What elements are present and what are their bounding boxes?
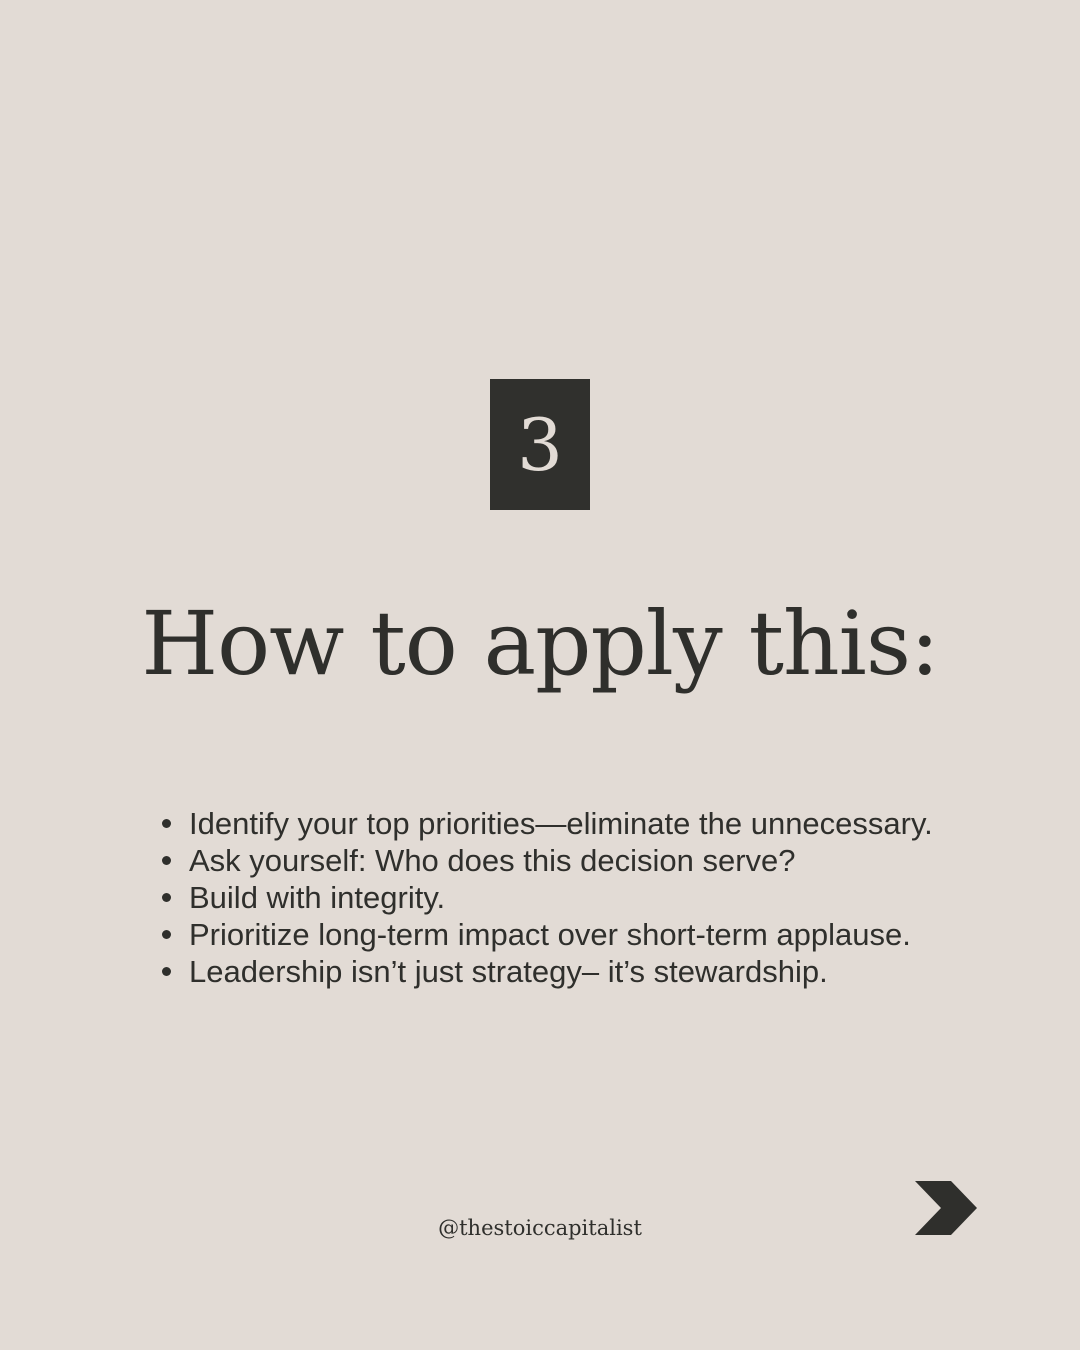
bullet-dot-icon: [162, 930, 171, 939]
slide-number: 3: [517, 402, 563, 487]
bullet-dot-icon: [162, 819, 171, 828]
tips-list: [160, 805, 933, 990]
list-item: [160, 805, 933, 842]
bullet-dot-icon: [162, 893, 171, 902]
bullet-dot-icon: [162, 967, 171, 976]
list-item-text: Leadership isn’t just strategy– it’s stewardship.: [189, 954, 828, 989]
list-item: [160, 916, 933, 953]
chevron-right-icon[interactable]: [913, 1181, 979, 1235]
list-item-text: Build with integrity.: [189, 880, 446, 915]
account-handle: @thestoiccapitalist: [438, 1216, 642, 1240]
list-item-text: Identify your top priorities—eliminate the unnecessary.: [189, 806, 933, 841]
list-item: [160, 842, 933, 879]
bullet-dot-icon: [162, 856, 171, 865]
list-item: [160, 953, 933, 990]
list-item-text: Prioritize long-term impact over short-term applause.: [189, 917, 911, 952]
slide-title: How to apply this:: [141, 592, 939, 695]
list-item: [160, 879, 933, 916]
list-item-text: Ask yourself: Who does this decision serve?: [189, 843, 796, 878]
slide-number-badge: [490, 379, 590, 510]
